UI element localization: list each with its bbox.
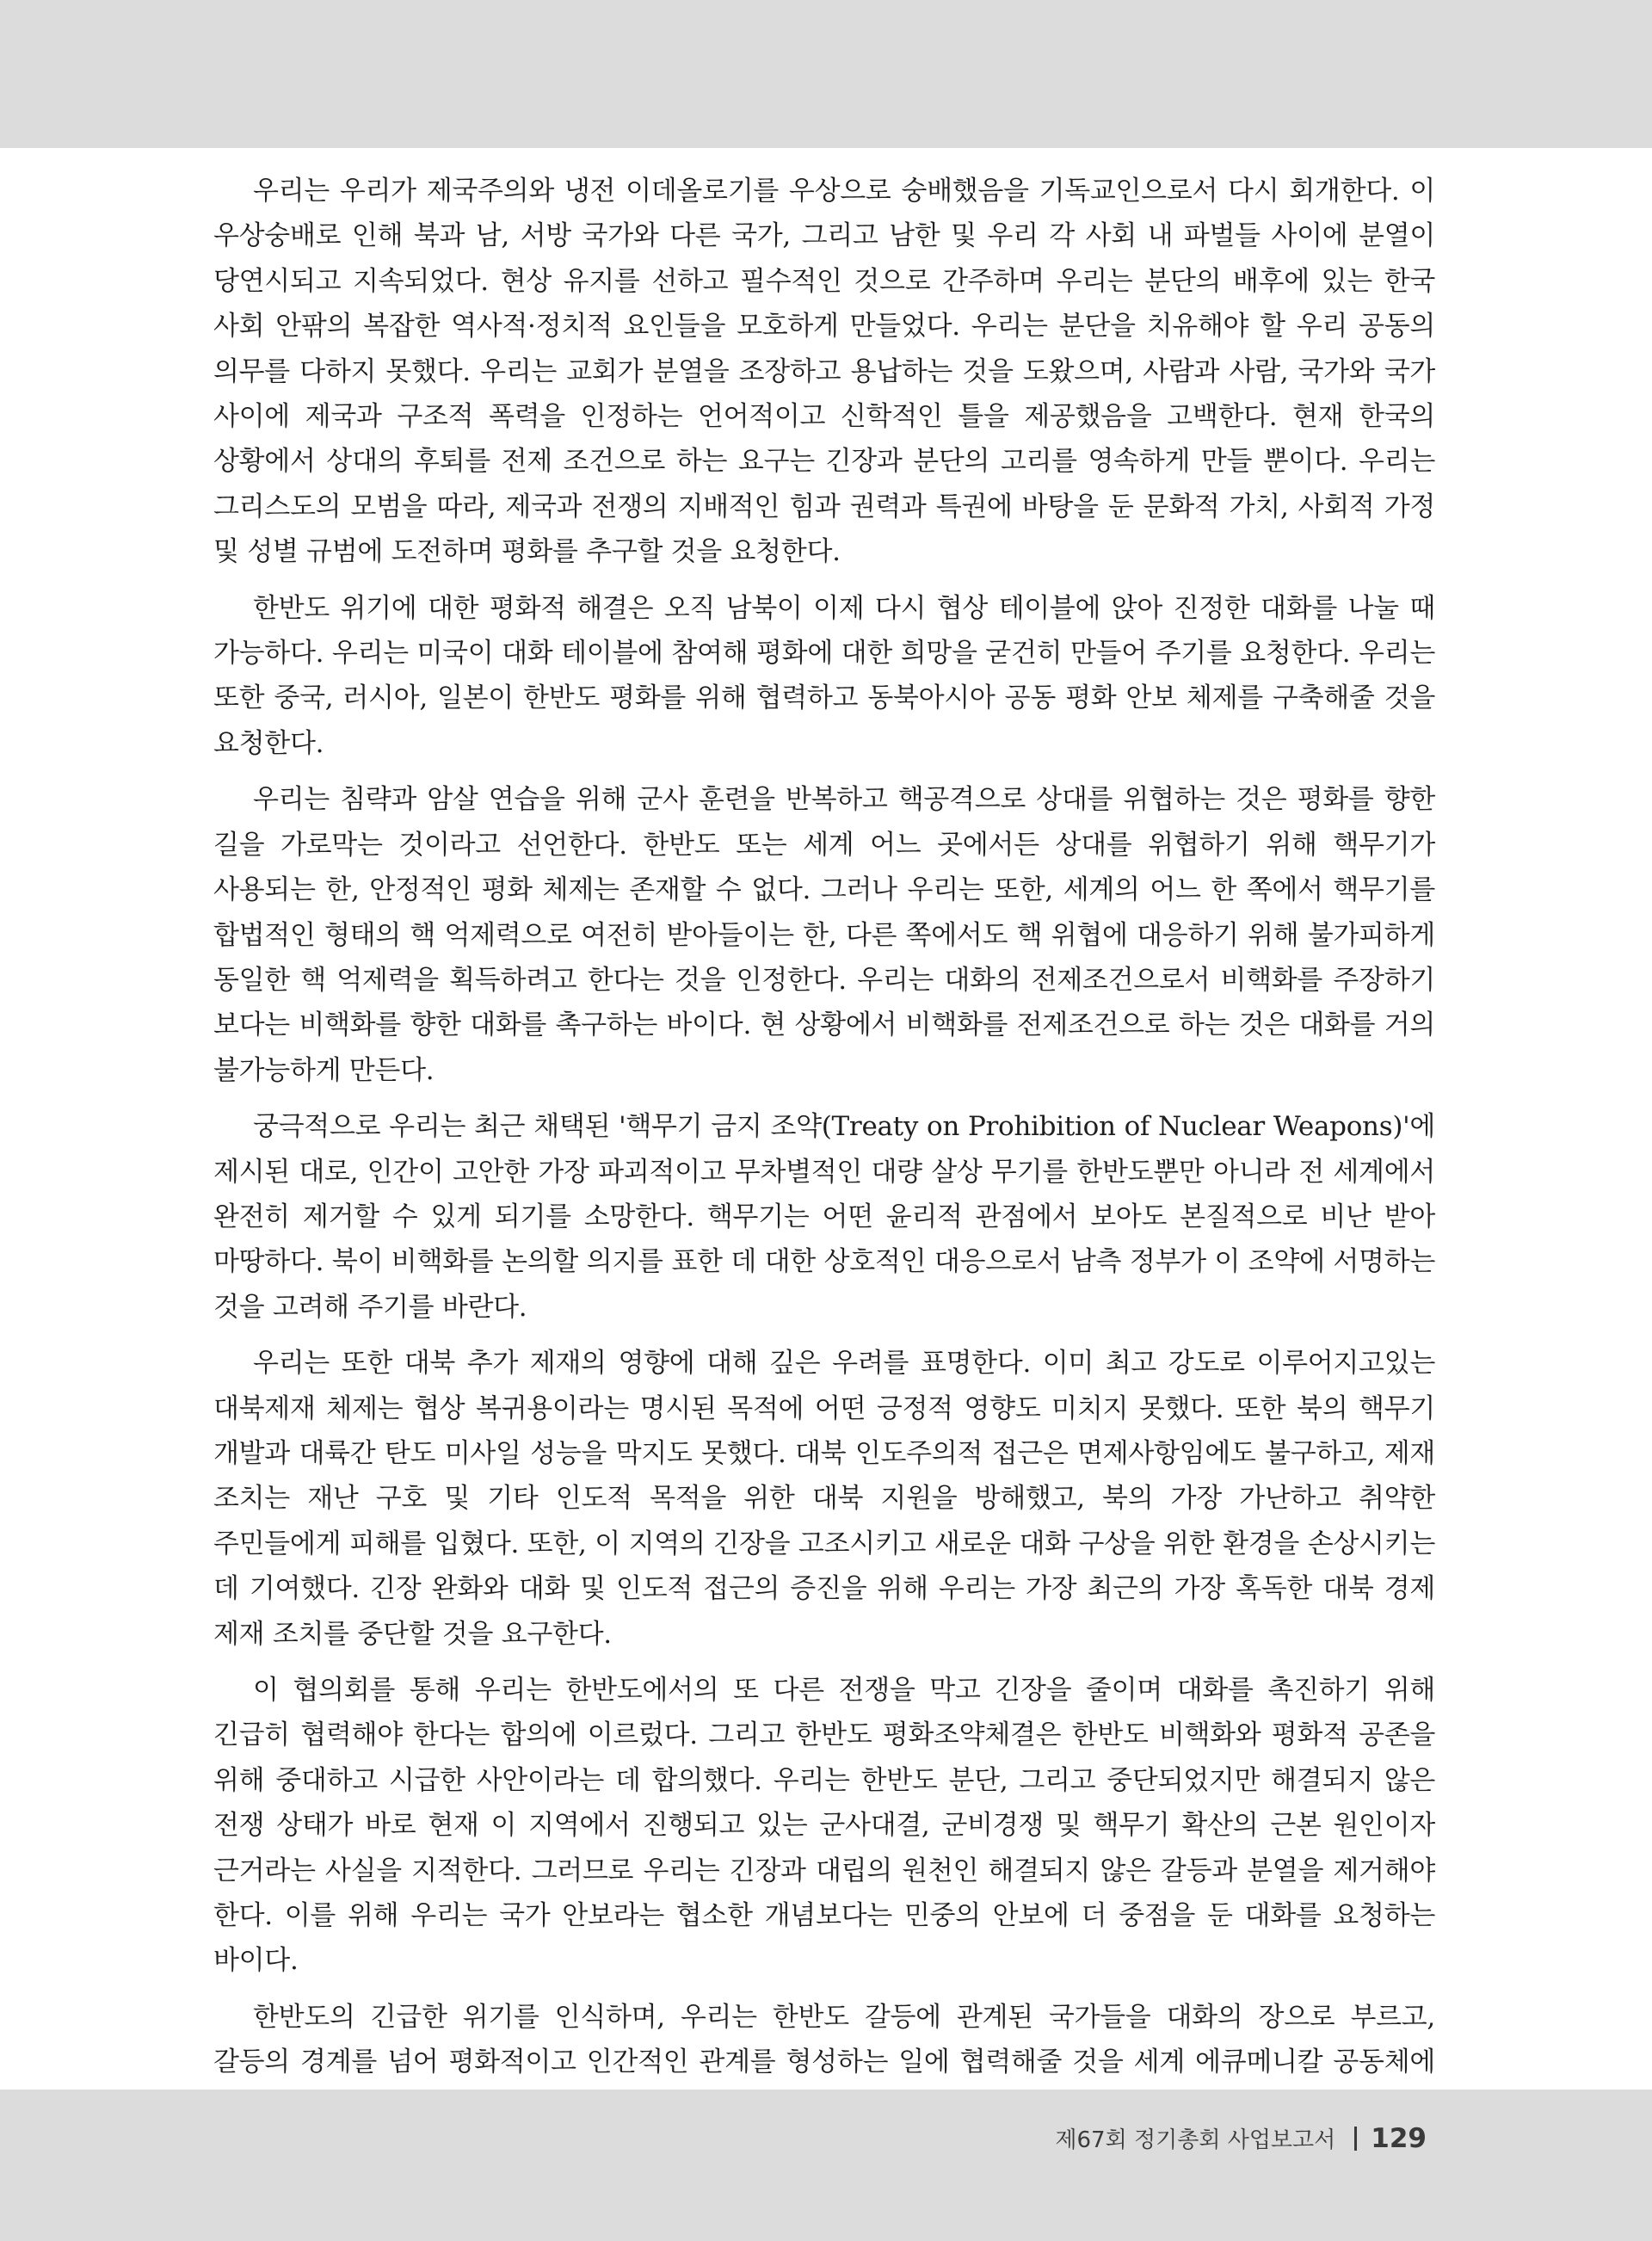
page-number: 129 — [1371, 2122, 1427, 2154]
paragraph-6: 이 협의회를 통해 우리는 한반도에서의 또 다른 전쟁을 막고 긴장을 줄이며 대화를 촉진하기 위해 긴급히 협력해야 한다는 합의에 이르렀다. 그리고 한반도 평화조약체결은 한반도 비핵화와 평화적 공존을 위해 중대하고 시급한 사안이라는 데 합의했다. 우리는 한반도 분단, 그리고 중단되었지만 해결되지 않은 전쟁 상태가 바로 현재 이 지역에서 진행되고 있는 군사대결, 군비경쟁 및 핵무기 확산의 근본 원인이자 근거라는 사실을 지적한다. 그러므로 우리는 긴장과 대립의 원천인 해결되지 않은 갈등과 분열을 제거해야 한다. 이를 위해 우리는 국가 안보라는 협소한 개념보다는 민중의 안보에 더 중점을 둔 대화를 요청하는 바이다. — [213, 1675, 1435, 1977]
page-footer — [1055, 2122, 1427, 2154]
document-body — [213, 169, 1435, 2186]
report-title: 제67회 정기총회 사업보고서 — [1055, 2127, 1336, 2153]
paragraph-1: 우리는 우리가 제국주의와 냉전 이데올로기를 우상으로 숭배했음을 기독교인으로서 다시 회개한다. 이 우상숭배로 인해 북과 남, 서방 국가와 다른 국가, 그리고 남한 및 우리 각 사회 내 파벌들 사이에 분열이 당연시되고 지속되었다. 현상 유지를 선하고 필수적인 것으로 간주하며 우리는 분단의 배후에 있는 한국 사회 안팎의 복잡한 역사적·정치적 요인들을 모호하게 만들었다. 우리는 분단을 치유해야 할 우리 공동의 의무를 다하지 못했다. 우리는 교회가 분열을 조장하고 용납하는 것을 도왔으며, 사람과 사람, 국가와 국가 사이에 제국과 구조적 폭력을 인정하는 언어적이고 신학적인 틀을 제공했음을 고백한다. 현재 한국의 상황에서 상대의 후퇴를 전제 조건으로 하는 요구는 긴장과 분단의 고리를 영속하게 만들 뿐이다. 우리는 그리스도의 모범을 따라, 제국과 전쟁의 지배적인 힘과 권력과 특권에 바탕을 둔 문화적 가치, 사회적 가정 및 성별 규범에 도전하며 평화를 추구할 것을 요청한다. — [213, 176, 1435, 568]
paragraph-7: 한반도의 긴급한 위기를 인식하며, 우리는 한반도 갈등에 관계된 국가들을 대화의 장으로 부르고, 갈등의 경계를 넘어 평화적이고 인간적인 관계를 형성하는 일에 협력해줄 것을 세계 에큐메니칼 공동체에 — [213, 2001, 1435, 2078]
paragraph-5: 우리는 또한 대북 추가 제재의 영향에 대해 깊은 우려를 표명한다. 이미 최고 강도로 이루어지고있는 대북제재 체제는 협상 복귀용이라는 명시된 목적에 어떤 긍정적 영향도 미치지 못했다. 또한 북의 핵무기 개발과 대륙간 탄도 미사일 성능을 막지도 못했다. 대북 인도주의적 접근은 면제사항임에도 불구하고, 제재 조치는 재난 구호 및 기타 인도적 목적을 위한 대북 지원을 방해했고, 북의 가장 가난하고 취약한 주민들에게 피해를 입혔다. 또한, 이 지역의 긴장을 고조시키고 새로운 대화 구상을 위한 환경을 손상시키는 데 기여했다. 긴장 완화와 대화 및 인도적 접근의 증진을 위해 우리는 가장 최근의 가장 혹독한 대북 경제 제재 조치를 중단할 것을 요구한다. — [213, 1348, 1435, 1650]
paragraph-3: 우리는 침략과 암살 연습을 위해 군사 훈련을 반복하고 핵공격으로 상대를 위협하는 것은 평화를 향한 길을 가로막는 것이라고 선언한다. 한반도 또는 세계 어느 곳에서든 상대를 위협하기 위해 핵무기가 사용되는 한, 안정적인 평화 체제는 존재할 수 없다. 그러나 우리는 또한, 세계의 어느 한 쪽에서 핵무기를 합법적인 형태의 핵 억제력으로 여전히 받아들이는 한, 다른 쪽에서도 핵 위협에 대응하기 위해 불가피하게 동일한 핵 억제력을 획득하려고 한다는 것을 인정한다. 우리는 대화의 전제조건으로서 비핵화를 주장하기 보다는 비핵화를 향한 대화를 촉구하는 바이다. 현 상황에서 비핵화를 전제조건으로 하는 것은 대화를 거의 불가능하게 만든다. — [213, 784, 1435, 1086]
paragraph-4: 궁극적으로 우리는 최근 채택된 '핵무기 금지 조약(Treaty on Prohibition of Nuclear Weapons)'에 제시된 대로, 인간이 고안한 가장 파괴적이고 무차별적인 대량 살상 무기를 한반도뿐만 아니라 전 세계에서 완전히 제거할 수 있게 되기를 소망한다. 핵무기는 어떤 윤리적 관점에서 보아도 본질적으로 비난 받아 마땅하다. 북이 비핵화를 논의할 의지를 표한 데 대한 상호적인 대응으로서 남측 정부가 이 조약에 서명하는 것을 고려해 주기를 바란다. — [213, 1111, 1435, 1323]
footer-divider — [1354, 2127, 1357, 2151]
footer-band — [0, 2090, 1652, 2241]
paragraph-2: 한반도 위기에 대한 평화적 해결은 오직 남북이 이제 다시 협상 테이블에 앉아 진정한 대화를 나눌 때 가능하다. 우리는 미국이 대화 테이블에 참여해 평화에 대한 희망을 굳건히 만들어 주기를 요청한다. 우리는 또한 중국, 러시아, 일본이 한반도 평화를 위해 협력하고 동북아시아 공동 평화 안보 체제를 구축해줄 것을 요청한다. — [213, 592, 1435, 759]
header-band — [0, 0, 1652, 148]
